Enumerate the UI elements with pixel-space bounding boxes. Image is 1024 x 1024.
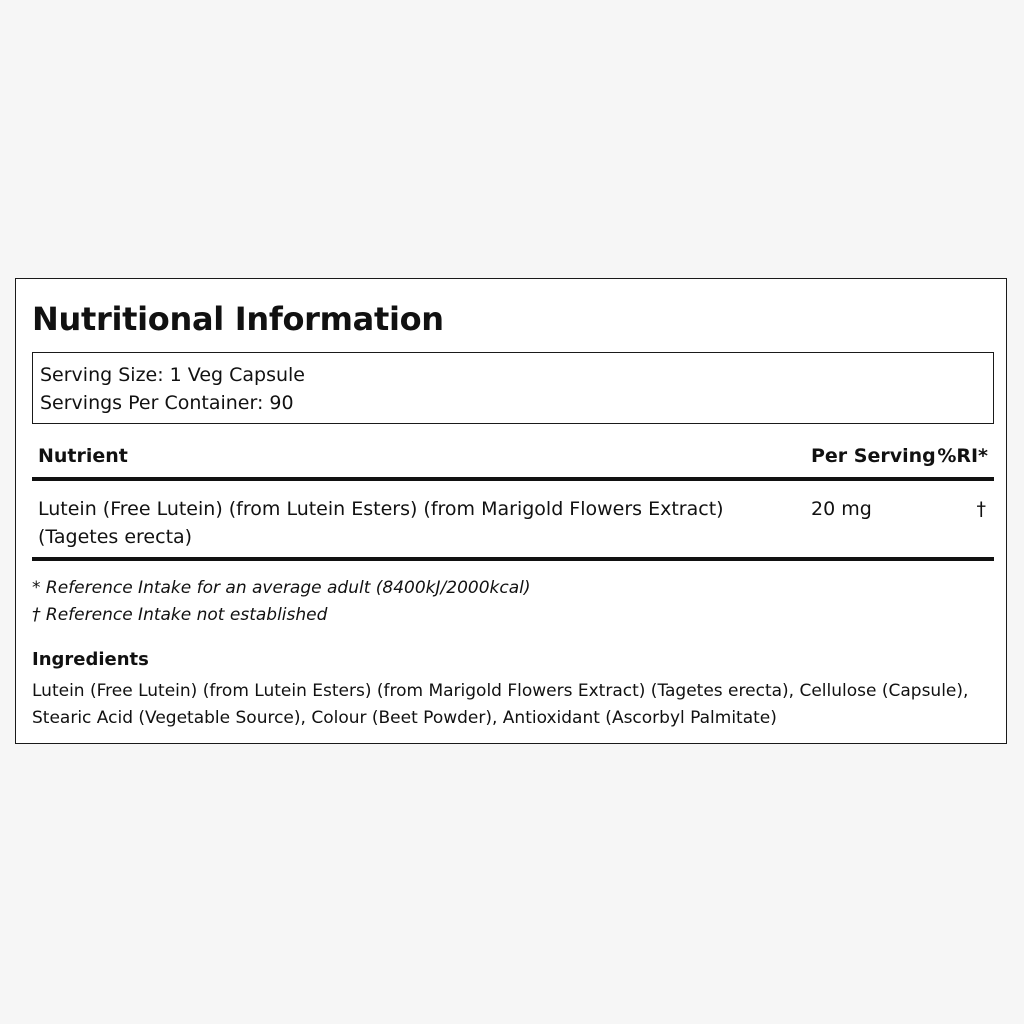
row-per-serving: 20 mg [811, 498, 872, 520]
serving-size: Serving Size: 1 Veg Capsule [40, 364, 305, 386]
panel-title: Nutritional Information [32, 300, 444, 338]
row-ri: † [976, 498, 986, 520]
ingredients-heading: Ingredients [32, 649, 149, 670]
table-header [32, 439, 994, 481]
servings-per-container: Servings Per Container: 90 [40, 392, 294, 414]
header-per-serving: Per Serving [811, 445, 936, 467]
footnotes [32, 575, 531, 629]
footnote-not-established: † Reference Intake not established [32, 605, 328, 625]
table-row [32, 481, 994, 561]
nutrition-panel [15, 278, 1007, 744]
row-nutrient: Lutein (Free Lutein) (from Lutein Esters) (from Marigold Flowers Extract) (Tagetes erecta) [38, 498, 724, 548]
serving-info-box [32, 352, 994, 424]
nutrient-table [32, 439, 994, 561]
header-nutrient: Nutrient [38, 445, 128, 467]
header-ri: %RI* [937, 445, 988, 467]
ingredients-text: Lutein (Free Lutein) (from Lutein Esters) (from Marigold Flowers Extract) (Tagetes erecta), Cellulose (Capsule), Stearic Acid (Vegetable Source), Colour (Beet Powder), Antioxidant (Ascorbyl Palmitate) [32, 681, 969, 728]
footnote-reference-intake: * Reference Intake for an average adult (8400kJ/2000kcal) [32, 578, 531, 598]
